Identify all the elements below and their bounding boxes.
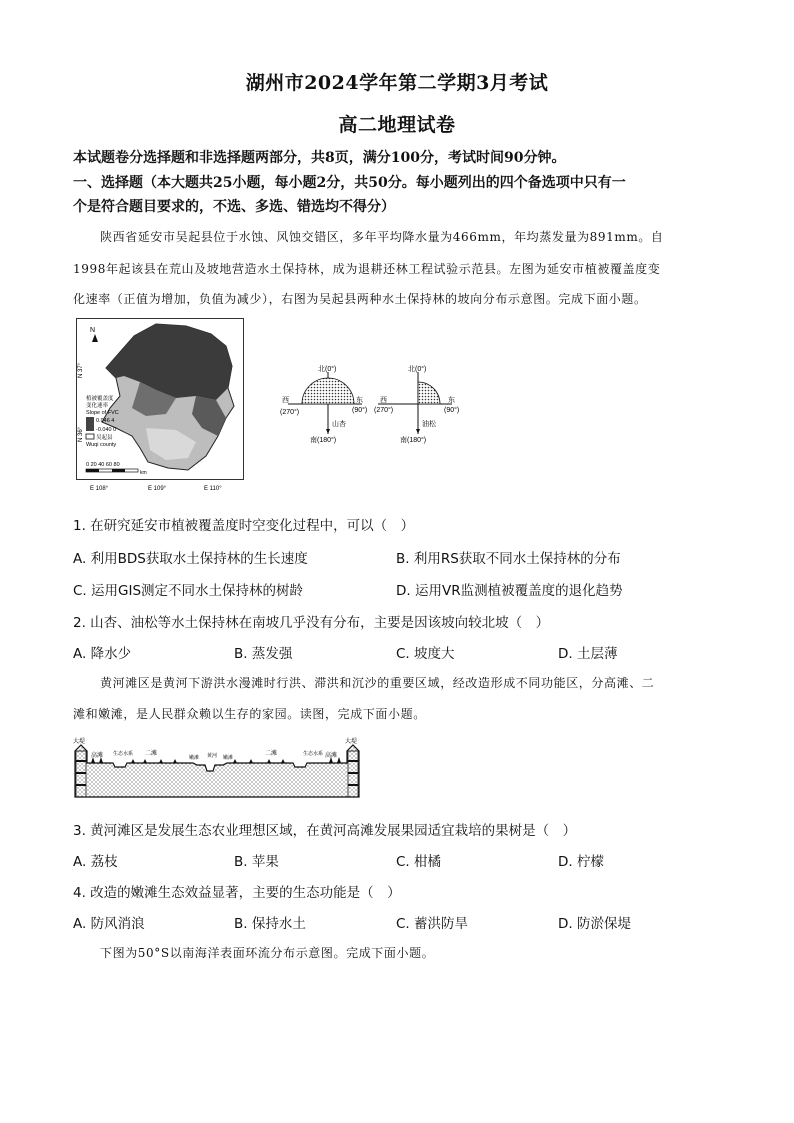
q2-stem: 2. 山杏、油松等水土保持林在南坡几乎没有分布，主要是因该坡向较北坡（ ） xyxy=(73,615,550,631)
pine-east-deg: (90°) xyxy=(444,407,460,414)
page-subtitle: 高二地理试卷 xyxy=(338,114,456,136)
q3-option-c[interactable]: C. 柑橘 xyxy=(396,854,442,870)
passage1-line3: 化速率（正值为增加，负值为减少），右图为吴起县两种水土保持林的坡向分布示意图。完成下面小题。 xyxy=(73,292,647,306)
q4-option-a[interactable]: A. 防风消浪 xyxy=(73,916,145,932)
q2-option-d[interactable]: D. 土层薄 xyxy=(558,646,618,662)
aspect-distribution-diagrams xyxy=(280,362,470,446)
tender-beach-left-label: 嫩滩 xyxy=(189,755,200,761)
lon110-label: E 110° xyxy=(204,486,222,492)
scale-unit: km xyxy=(140,470,147,476)
pine-south-label: 南(180°) xyxy=(400,437,427,444)
q1-option-c[interactable]: C. 运用GIS测定不同水土保持林的树龄 xyxy=(73,583,304,599)
yanan-fvc-map xyxy=(76,318,244,496)
legend-gradient xyxy=(86,417,94,431)
legend-county-en: Wuqi county xyxy=(86,442,117,448)
high-beach-left-label: 高滩 xyxy=(91,753,104,759)
passage2-line1: 黄河滩区是黄河下游洪水漫滩时行洪、滞洪和沉沙的重要区域，经改造形成不同功能区，分高滩、二 xyxy=(100,676,655,690)
q4-option-b[interactable]: B. 保持水土 xyxy=(234,916,306,932)
q3-option-d[interactable]: D. 柠檬 xyxy=(558,854,604,870)
pine-aspect-diagram xyxy=(374,364,459,444)
legend-high: 0.046 4 xyxy=(96,418,115,424)
passage1-line1: 陕西省延安市吴起县位于水蚀、风蚀交错区，多年平均降水量为466mm，年均蒸发量为891mm。自 xyxy=(100,230,664,244)
pine-north-label: 北(0°) xyxy=(408,366,427,373)
eco-water-right-label: 生态水系 xyxy=(303,751,324,757)
lat37-label: N 37° xyxy=(78,362,84,378)
scale-numbers: 0 20 40 60 80 xyxy=(86,462,120,468)
apricot-west-label: 西 xyxy=(282,397,289,404)
second-beach-left-label: 二滩 xyxy=(145,751,158,757)
apricot-west-deg: (270°) xyxy=(280,409,300,416)
q2-option-a[interactable]: A. 降水少 xyxy=(73,646,132,662)
pine-west-label: 西 xyxy=(380,397,387,404)
apricot-east-label: 东 xyxy=(356,397,363,404)
legend-county: 吴起县 xyxy=(96,435,113,441)
pine-east-label: 东 xyxy=(448,397,455,404)
floodplain-profile xyxy=(73,735,363,799)
legend-low: -0.040 0 xyxy=(96,427,117,433)
q4-option-d[interactable]: D. 防淤保堤 xyxy=(558,916,631,932)
pine-species-label: 油松 xyxy=(422,421,436,428)
q2-option-c[interactable]: C. 坡度大 xyxy=(396,646,455,662)
legend-title-2: 变化速率 xyxy=(86,403,109,409)
map-north-label: N xyxy=(90,327,96,334)
q1-option-d[interactable]: D. 运用VR监测植被覆盖度的退化趋势 xyxy=(396,583,623,599)
second-beach-right-label: 二滩 xyxy=(265,751,278,757)
legend-title-1: 植被覆盖度 xyxy=(86,396,114,402)
eco-water-left-label: 生态水系 xyxy=(113,751,134,757)
q3-option-a[interactable]: A. 荔枝 xyxy=(73,854,118,870)
q1-stem: 1. 在研究延安市植被覆盖度时空变化过程中，可以（ ） xyxy=(73,518,415,534)
lat36-label: N 36° xyxy=(78,426,84,442)
q2-option-b[interactable]: B. 蒸发强 xyxy=(234,646,293,662)
passage2-line2: 滩和嫩滩，是人民群众赖以生存的家园。读图，完成下面小题。 xyxy=(73,707,426,721)
pine-west-deg: (270°) xyxy=(374,407,394,414)
q4-option-c[interactable]: C. 蓄洪防旱 xyxy=(396,916,469,932)
page-title: 湖州市2024学年第二学期3月考试 xyxy=(245,72,549,94)
exam-intro: 本试题卷分选择题和非选择题两部分，共8页，满分100分，考试时间90分钟。 xyxy=(73,150,566,166)
apricot-east-deg: (90°) xyxy=(352,407,368,414)
apricot-species-label: 山杏 xyxy=(332,421,346,428)
section-heading-line1: 一、选择题（本大题共25小题，每小题2分，共50分。每小题列出的四个备选项中只有一 xyxy=(73,175,626,191)
river-label: 黄河 xyxy=(207,753,218,759)
high-beach-right-label: 高滩 xyxy=(325,753,338,759)
tender-beach-right-label: 嫩滩 xyxy=(223,755,234,761)
lon109-label: E 109° xyxy=(148,486,167,492)
lon108-label: E 108° xyxy=(90,486,109,492)
section-heading-line2: 个是符合题目要求的，不选、多选、错选均不得分） xyxy=(73,199,395,215)
apricot-north-label: 北(0°) xyxy=(318,366,337,373)
q4-stem: 4. 改造的嫩滩生态效益显著，主要的生态功能是（ ） xyxy=(73,885,401,901)
q3-stem: 3. 黄河滩区是发展生态农业理想区域，在黄河高滩发展果园适宜栽培的果树是（ ） xyxy=(73,823,577,839)
q3-option-b[interactable]: B. 苹果 xyxy=(234,854,279,870)
levee-right-label: 大堤 xyxy=(345,739,358,745)
q1-option-b[interactable]: B. 利用RS获取不同水土保持林的分布 xyxy=(396,551,621,567)
passage1-line2: 1998年起该县在荒山及坡地营造水土保持林，成为退耕还林工程试验示范县。左图为延安市植被覆盖度变 xyxy=(73,262,661,276)
legend-title-3: Slope of FVC xyxy=(86,410,119,416)
levee-left-label: 大堤 xyxy=(73,739,86,745)
apricot-south-label: 南(180°) xyxy=(310,437,337,444)
apricot-aspect-diagram xyxy=(280,364,367,444)
passage3: 下图为50°S以南海洋表面环流分布示意图。完成下面小题。 xyxy=(100,946,435,960)
q1-option-a[interactable]: A. 利用BDS获取水土保持林的生长速度 xyxy=(73,551,308,567)
